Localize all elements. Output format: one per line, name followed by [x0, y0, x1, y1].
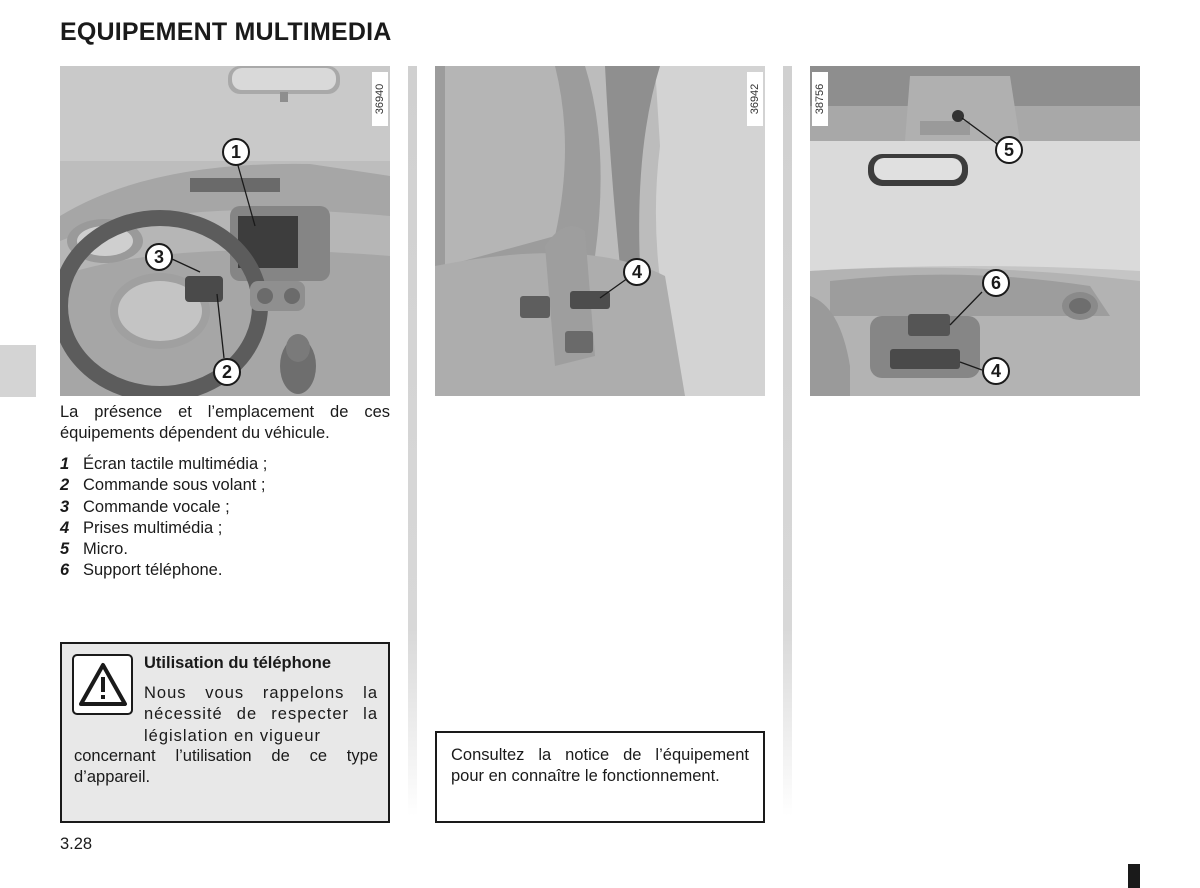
notice-box: Consultez la notice de l’équipement pour en connaître le fonctionnement. — [435, 731, 765, 823]
warning-title: Utilisation du téléphone — [144, 654, 332, 672]
page-edge-marker — [1128, 864, 1140, 888]
photo-reference: 36942 — [747, 72, 763, 126]
page-number: 3.28 — [60, 835, 93, 853]
legend-item — [60, 497, 267, 518]
legend-item — [60, 518, 267, 539]
section-tab — [0, 345, 36, 397]
legend-item — [60, 539, 267, 560]
intro-paragraph: La présence et l’emplacement de ces équipements dépendent du véhicule. — [60, 403, 390, 442]
dashboard-photo — [60, 66, 390, 396]
callout-2: 2 — [213, 358, 241, 386]
console-photo — [435, 66, 765, 396]
legend-number: 1 — [60, 455, 70, 473]
page-title: EQUIPEMENT MULTIMEDIA — [60, 18, 392, 46]
callout-6: 6 — [982, 269, 1010, 297]
legend-label: Commande sous volant ; — [83, 476, 266, 495]
photo-reference: 38756 — [812, 72, 828, 126]
legend-label: Commande vocale ; — [83, 497, 230, 516]
legend-label: Micro. — [83, 540, 128, 559]
legend-number: 6 — [60, 561, 70, 580]
warning-text-continued: concernant l’utilisation de ce type d’appareil. — [74, 747, 378, 787]
legend-number: 5 — [60, 540, 70, 559]
warning-triangle-icon — [72, 654, 133, 715]
callout-4: 4 — [623, 258, 651, 286]
warning-box — [60, 642, 390, 823]
column-divider — [783, 66, 792, 816]
legend-label: Écran tactile multimédia ; — [83, 455, 268, 473]
legend-item — [60, 454, 267, 475]
equipment-legend — [60, 454, 267, 582]
callout-3: 3 — [145, 243, 173, 271]
column-divider — [408, 66, 417, 816]
phone-support-photo — [810, 66, 1140, 396]
warning-text: Nous vous rappelons la nécessité de respecter la législation en vigueur — [144, 684, 378, 745]
legend-number: 2 — [60, 476, 70, 495]
legend-label: Prises multimédia ; — [83, 518, 223, 537]
legend-label: Support téléphone. — [83, 561, 223, 580]
callout-1: 1 — [222, 138, 250, 166]
legend-number: 4 — [60, 518, 70, 537]
legend-item — [60, 475, 267, 496]
callout-5: 5 — [995, 136, 1023, 164]
legend-item — [60, 560, 267, 581]
callout-4: 4 — [982, 357, 1010, 385]
photo-reference: 36940 — [372, 72, 388, 126]
legend-number: 3 — [60, 497, 70, 516]
